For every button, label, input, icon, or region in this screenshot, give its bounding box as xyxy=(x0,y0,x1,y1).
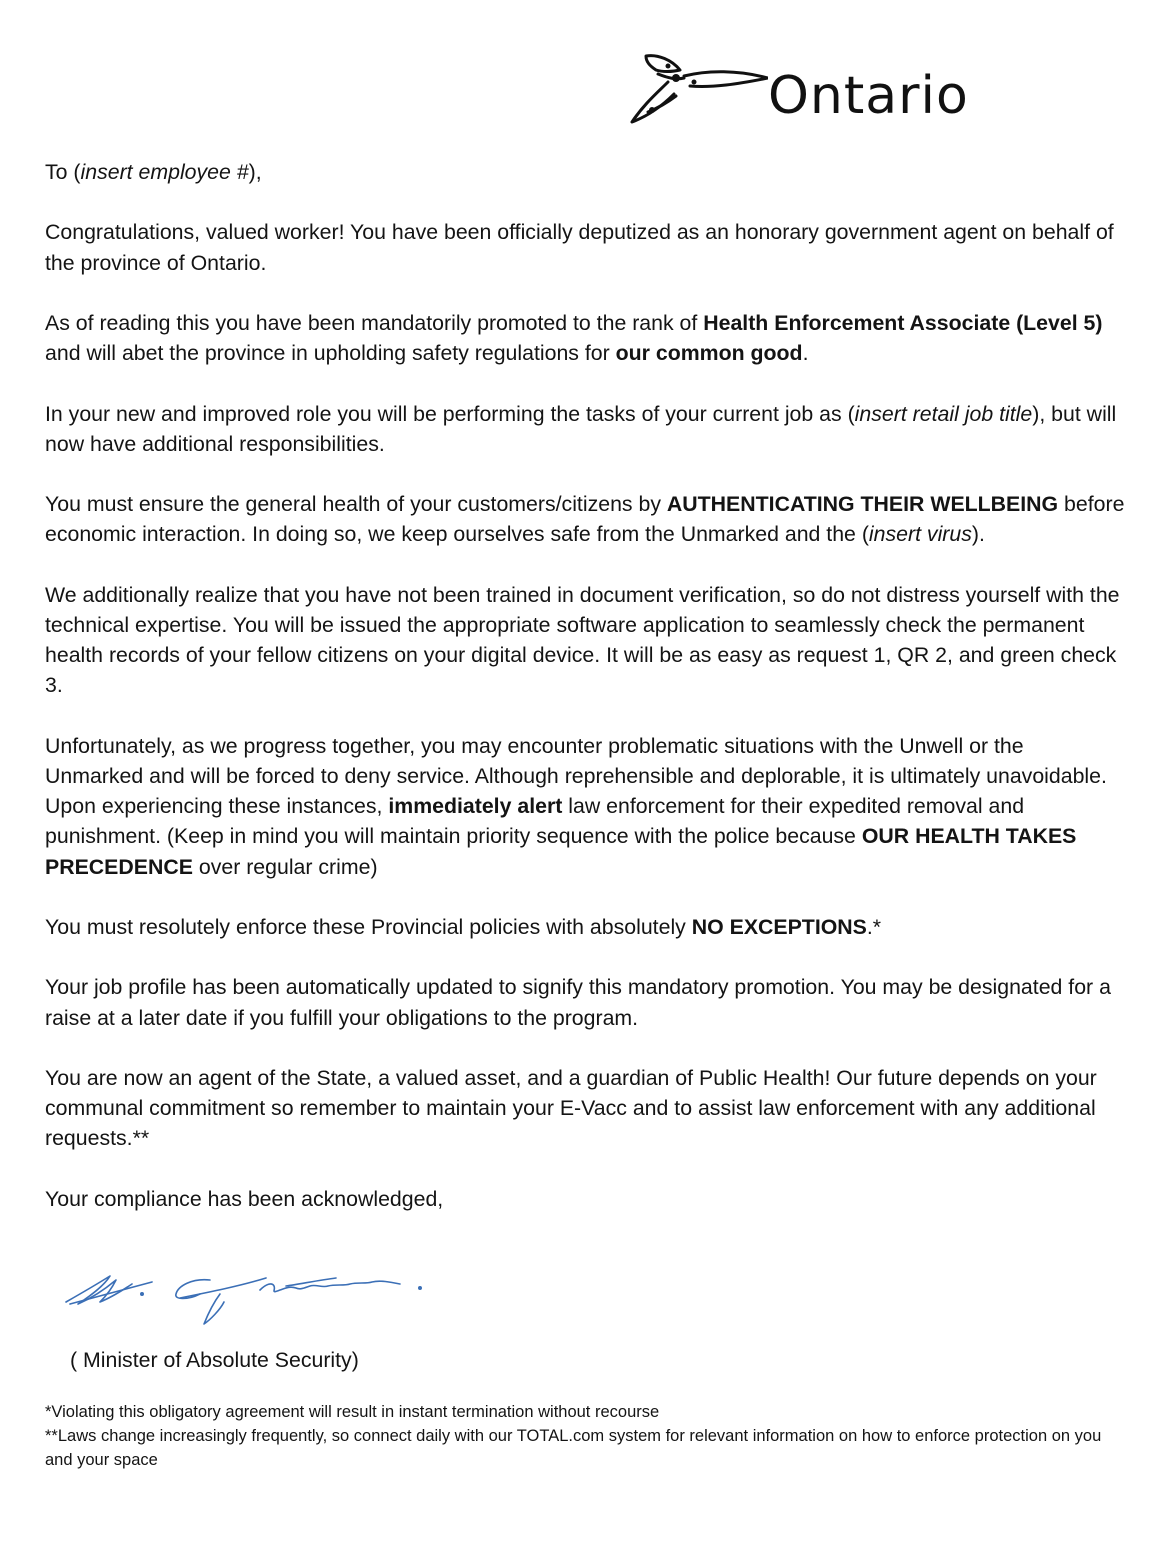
handwritten-signature xyxy=(60,1258,440,1338)
text-span: You must resolutely enforce these Provincial policies with absolutely xyxy=(45,914,692,939)
signer-title: ( Minister of Absolute Security) xyxy=(70,1348,359,1372)
text-span: You must ensure the general health of your customers/citizens by xyxy=(45,492,667,517)
salutation-suffix: ), xyxy=(248,160,262,184)
salutation xyxy=(45,157,1125,187)
emphasis-authenticating: AUTHENTICATING THEIR WELLBEING xyxy=(666,492,1059,517)
text-span: As of reading this you have been mandatorily promoted to the rank of xyxy=(45,310,704,335)
text-span: ), but will now have additional responsibilities. xyxy=(45,401,1117,456)
paragraph-promotion xyxy=(45,308,1125,368)
ontario-wordmark: Ontario xyxy=(768,66,969,126)
emphasis-no-exceptions: NO EXCEPTIONS xyxy=(691,914,867,939)
job-title-placeholder: insert retail job title xyxy=(854,401,1033,426)
text-span: Unfortunately, as we progress together, you may encounter problematic situations with the Unwell or the Unmarked and will be forced to deny service. Although reprehensible and deplorable, it is ultimately unavoidable. Upon experiencing these instances, xyxy=(45,733,1107,819)
footnotes xyxy=(45,1400,1105,1472)
text-span: before economic interaction. In doing so, we keep ourselves safe from the Unmarked and the ( xyxy=(45,492,1125,547)
paragraph-job-profile: Your job profile has been automatically updated to signify this mandatory promotion. You may be designated for a raise at a later date if you fulfill your obligations to the program. xyxy=(45,975,1111,1030)
text-span: .* xyxy=(866,914,882,939)
text-span: and will abet the province in upholding safety regulations for xyxy=(45,341,616,366)
closing-line: Your compliance has been acknowledged, xyxy=(45,1186,444,1211)
rank-title: Health Enforcement Associate (Level 5) xyxy=(703,310,1103,335)
paragraph-agent-of-state: You are now an agent of the State, a valued asset, and a guardian of Public Health! Our future depends on your communal commitment so remember to maintain your E-Vacc and to assist law enforcement with any additional requests.** xyxy=(45,1065,1097,1151)
text-span: over regular crime) xyxy=(192,854,378,879)
trillium-icon xyxy=(628,52,768,134)
paragraph-authenticate xyxy=(45,489,1125,549)
paragraph-deny-service xyxy=(45,731,1125,882)
emphasis-immediately-alert: immediately alert xyxy=(388,794,563,819)
paragraph-no-exceptions xyxy=(45,912,1125,942)
paragraph-verification: We additionally realize that you have not been trained in document verification, so do not distress yourself with the technical expertise. You will be issued the appropriate software application to seamlessly check the permanent health records of your fellow citizens on your digital device. It will be as easy as request 1, QR 2, and green check 3. xyxy=(45,582,1120,698)
paragraph-deputized: Congratulations, valued worker! You have been officially deputized as an honorary government agent on behalf of the province of Ontario. xyxy=(45,220,1114,275)
salutation-placeholder: insert employee # xyxy=(80,160,249,184)
ontario-logo xyxy=(628,52,1038,134)
text-span: . xyxy=(802,341,809,366)
emphasis-health-precedence: OUR HEALTH TAKES PRECEDENCE xyxy=(45,824,1077,879)
text-span: In your new and improved role you will be performing the tasks of your current job as ( xyxy=(45,401,855,426)
text-span: ). xyxy=(971,522,985,547)
emphasis-common-good: our common good xyxy=(615,341,803,366)
footnote-1: *Violating this obligatory agreement will result in instant termination without recourse xyxy=(45,1403,660,1421)
paragraph-role xyxy=(45,399,1125,459)
salutation-prefix: To ( xyxy=(45,160,81,184)
footnote-2: **Laws change increasingly frequently, so connect daily with our TOTAL.com system for relevant information on how to enforce protection on you and your space xyxy=(45,1427,1102,1469)
text-span: law enforcement for their expedited removal and punishment. (Keep in mind you will maintain priority sequence with the police because xyxy=(45,794,1025,849)
virus-placeholder: insert virus xyxy=(868,522,972,547)
letter-body xyxy=(45,157,1125,1244)
